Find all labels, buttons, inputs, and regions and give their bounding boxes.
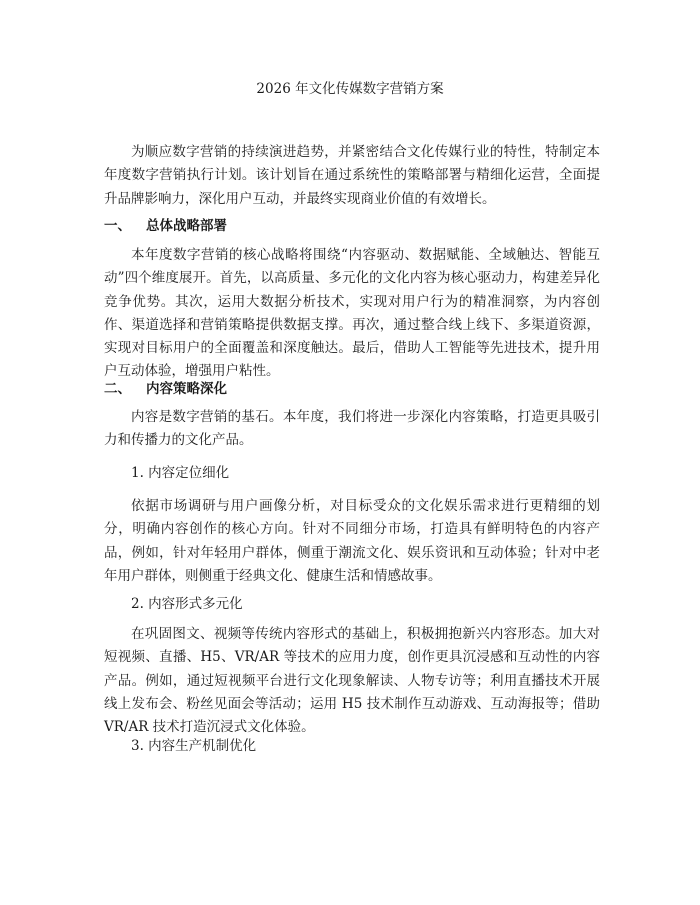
subsection-2-paragraph: 在巩固图文、视频等传统内容形式的基础上，积极拥抱新兴内容形态。加大对短视频、直播、H5、VR/AR 等技术的应用力度，创作更具沉浸感和互动性的内容产品。例如，通过短视频平台进行文化现象解读、人物专访等；利用直播技术开展线上发布会、粉丝见面会等活动；运用 H5 技术制作互动游戏、互动海报等；借助 VR/AR 技术打造沉浸式文化体验。	[104, 626, 600, 736]
intro-paragraph: 为顺应数字营销的持续演进趋势，并紧密结合文化传媒行业的特性，特制定本年度数字营销执行计划。该计划旨在通过系统性的策略部署与精细化运营，全面提升品牌影响力，深化用户互动，并最终实现商业价值的有效增长。	[104, 144, 600, 207]
section-number: 二、	[104, 381, 131, 397]
section-number: 一、	[104, 218, 131, 234]
section-title: 总体战略部署	[146, 218, 227, 234]
subsection-heading-3: 3. 内容生产机制优化	[131, 738, 257, 754]
section-title: 内容策略深化	[146, 381, 227, 397]
subsection-1-paragraph: 依据市场调研与用户画像分析，对目标受众的文化娱乐需求进行更精细的划分，明确内容创作的核心方向。针对不同细分市场，打造具有鲜明特色的内容产品，例如，针对年轻用户群体，侧重于潮流文化、娱乐资讯和互动体验；针对中老年用户群体，则侧重于经典文化、健康生活和情感故事。	[104, 498, 600, 584]
section-heading-1	[104, 215, 600, 237]
section-1-paragraph: 本年度数字营销的核心战略将围绕“内容驱动、数据赋能、全域触达、智能互动”四个维度展开。首先，以高质量、多元化的文化内容为核心驱动力，构建差异化竞争优势。其次，运用大数据分析技术，实现对用户行为的精准洞察，为内容创作、渠道选择和营销策略提供数据支撑。再次，通过整合线上线下、多渠道资源，实现对目标用户的全面覆盖和深度触达。最后，借助人工智能等先进技术，提升用户互动体验，增强用户粘性。	[104, 247, 600, 380]
subsection-heading-1: 1. 内容定位细化	[131, 465, 230, 481]
document-title: 2026 年文化传媒数字营销方案	[256, 81, 444, 97]
section-2-paragraph: 内容是数字营销的基石。本年度，我们将进一步深化内容策略，打造更具吸引力和传播力的文化产品。	[104, 409, 600, 449]
section-heading-2	[104, 378, 600, 400]
subsection-heading-2: 2. 内容形式多元化	[131, 596, 243, 612]
